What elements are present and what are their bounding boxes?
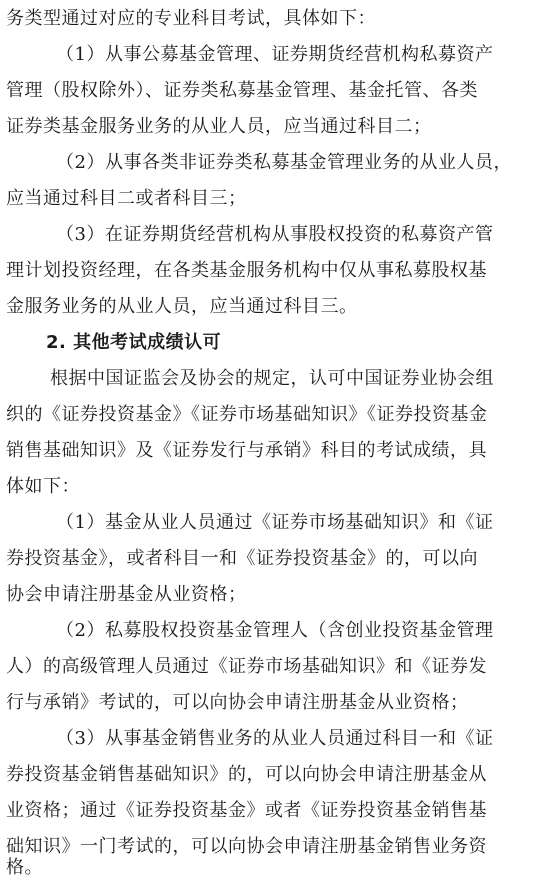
text-line: 格。: [6, 857, 43, 878]
paragraph-start-line: 根据中国证监会及协会的规定，认可中国证券业协会组: [50, 368, 494, 389]
text-line: 管理（股权除外）、证券类私募基金管理、基金托管、各类: [6, 80, 478, 101]
section-heading: 2. 其他考试成绩认可: [46, 332, 222, 353]
text-line: 人）的高级管理人员通过《证券市场基础知识》和《证券发: [6, 656, 487, 677]
list-item-2-line: （2）私募股权投资基金管理人（含创业投资基金管理: [56, 620, 494, 641]
text-line: 协会申请注册基金从业资格；: [6, 584, 247, 605]
list-item-3-line: （3）从事基金销售业务的从业人员通过科目一和《证: [56, 728, 494, 749]
text-line: 销售基础知识》及《证券发行与承销》科目的考试成绩，具: [6, 440, 487, 461]
list-item-1-line: （1）基金从业人员通过《证券市场基础知识》和《证: [56, 512, 494, 533]
text-line: 应当通过科目二或者科目三；: [6, 188, 247, 209]
list-item-3-line: （3）在证券期货经营机构从事股权投资的私募资产管: [56, 224, 494, 245]
list-item-2-line: （2）从事各类非证券类私募基金管理业务的从业人员，: [56, 152, 512, 173]
text-line: 行与承销》考试的，可以向协会申请注册基金从业资格；: [6, 692, 469, 713]
list-item-1-line: （1）从事公募基金管理、证券期货经营机构私募资产: [56, 44, 494, 65]
text-line: 券投资基金销售基础知识》的，可以向协会申请注册基金从: [6, 764, 487, 785]
text-line: 体如下：: [6, 476, 80, 497]
text-line: 金服务业务的从业人员，应当通过科目三。: [6, 296, 358, 317]
text-line: 证券类基金服务业务的从业人员，应当通过科目二；: [6, 116, 432, 137]
text-line: 业资格；通过《证券投资基金》或者《证券投资基金销售基: [6, 800, 487, 821]
text-line: 础知识》一门考试的，可以向协会申请注册基金销售业务资: [6, 836, 487, 857]
text-line: 理计划投资经理，在各类基金服务机构中仅从事私募股权基: [6, 260, 487, 281]
text-line: 券投资基金》，或者科目一和《证券投资基金》的，可以向: [6, 548, 478, 569]
text-line: 务类型通过对应的专业科目考试，具体如下：: [6, 8, 376, 29]
text-line: 织的《证券投资基金》《证券市场基础知识》《证券投资基金: [6, 404, 488, 425]
